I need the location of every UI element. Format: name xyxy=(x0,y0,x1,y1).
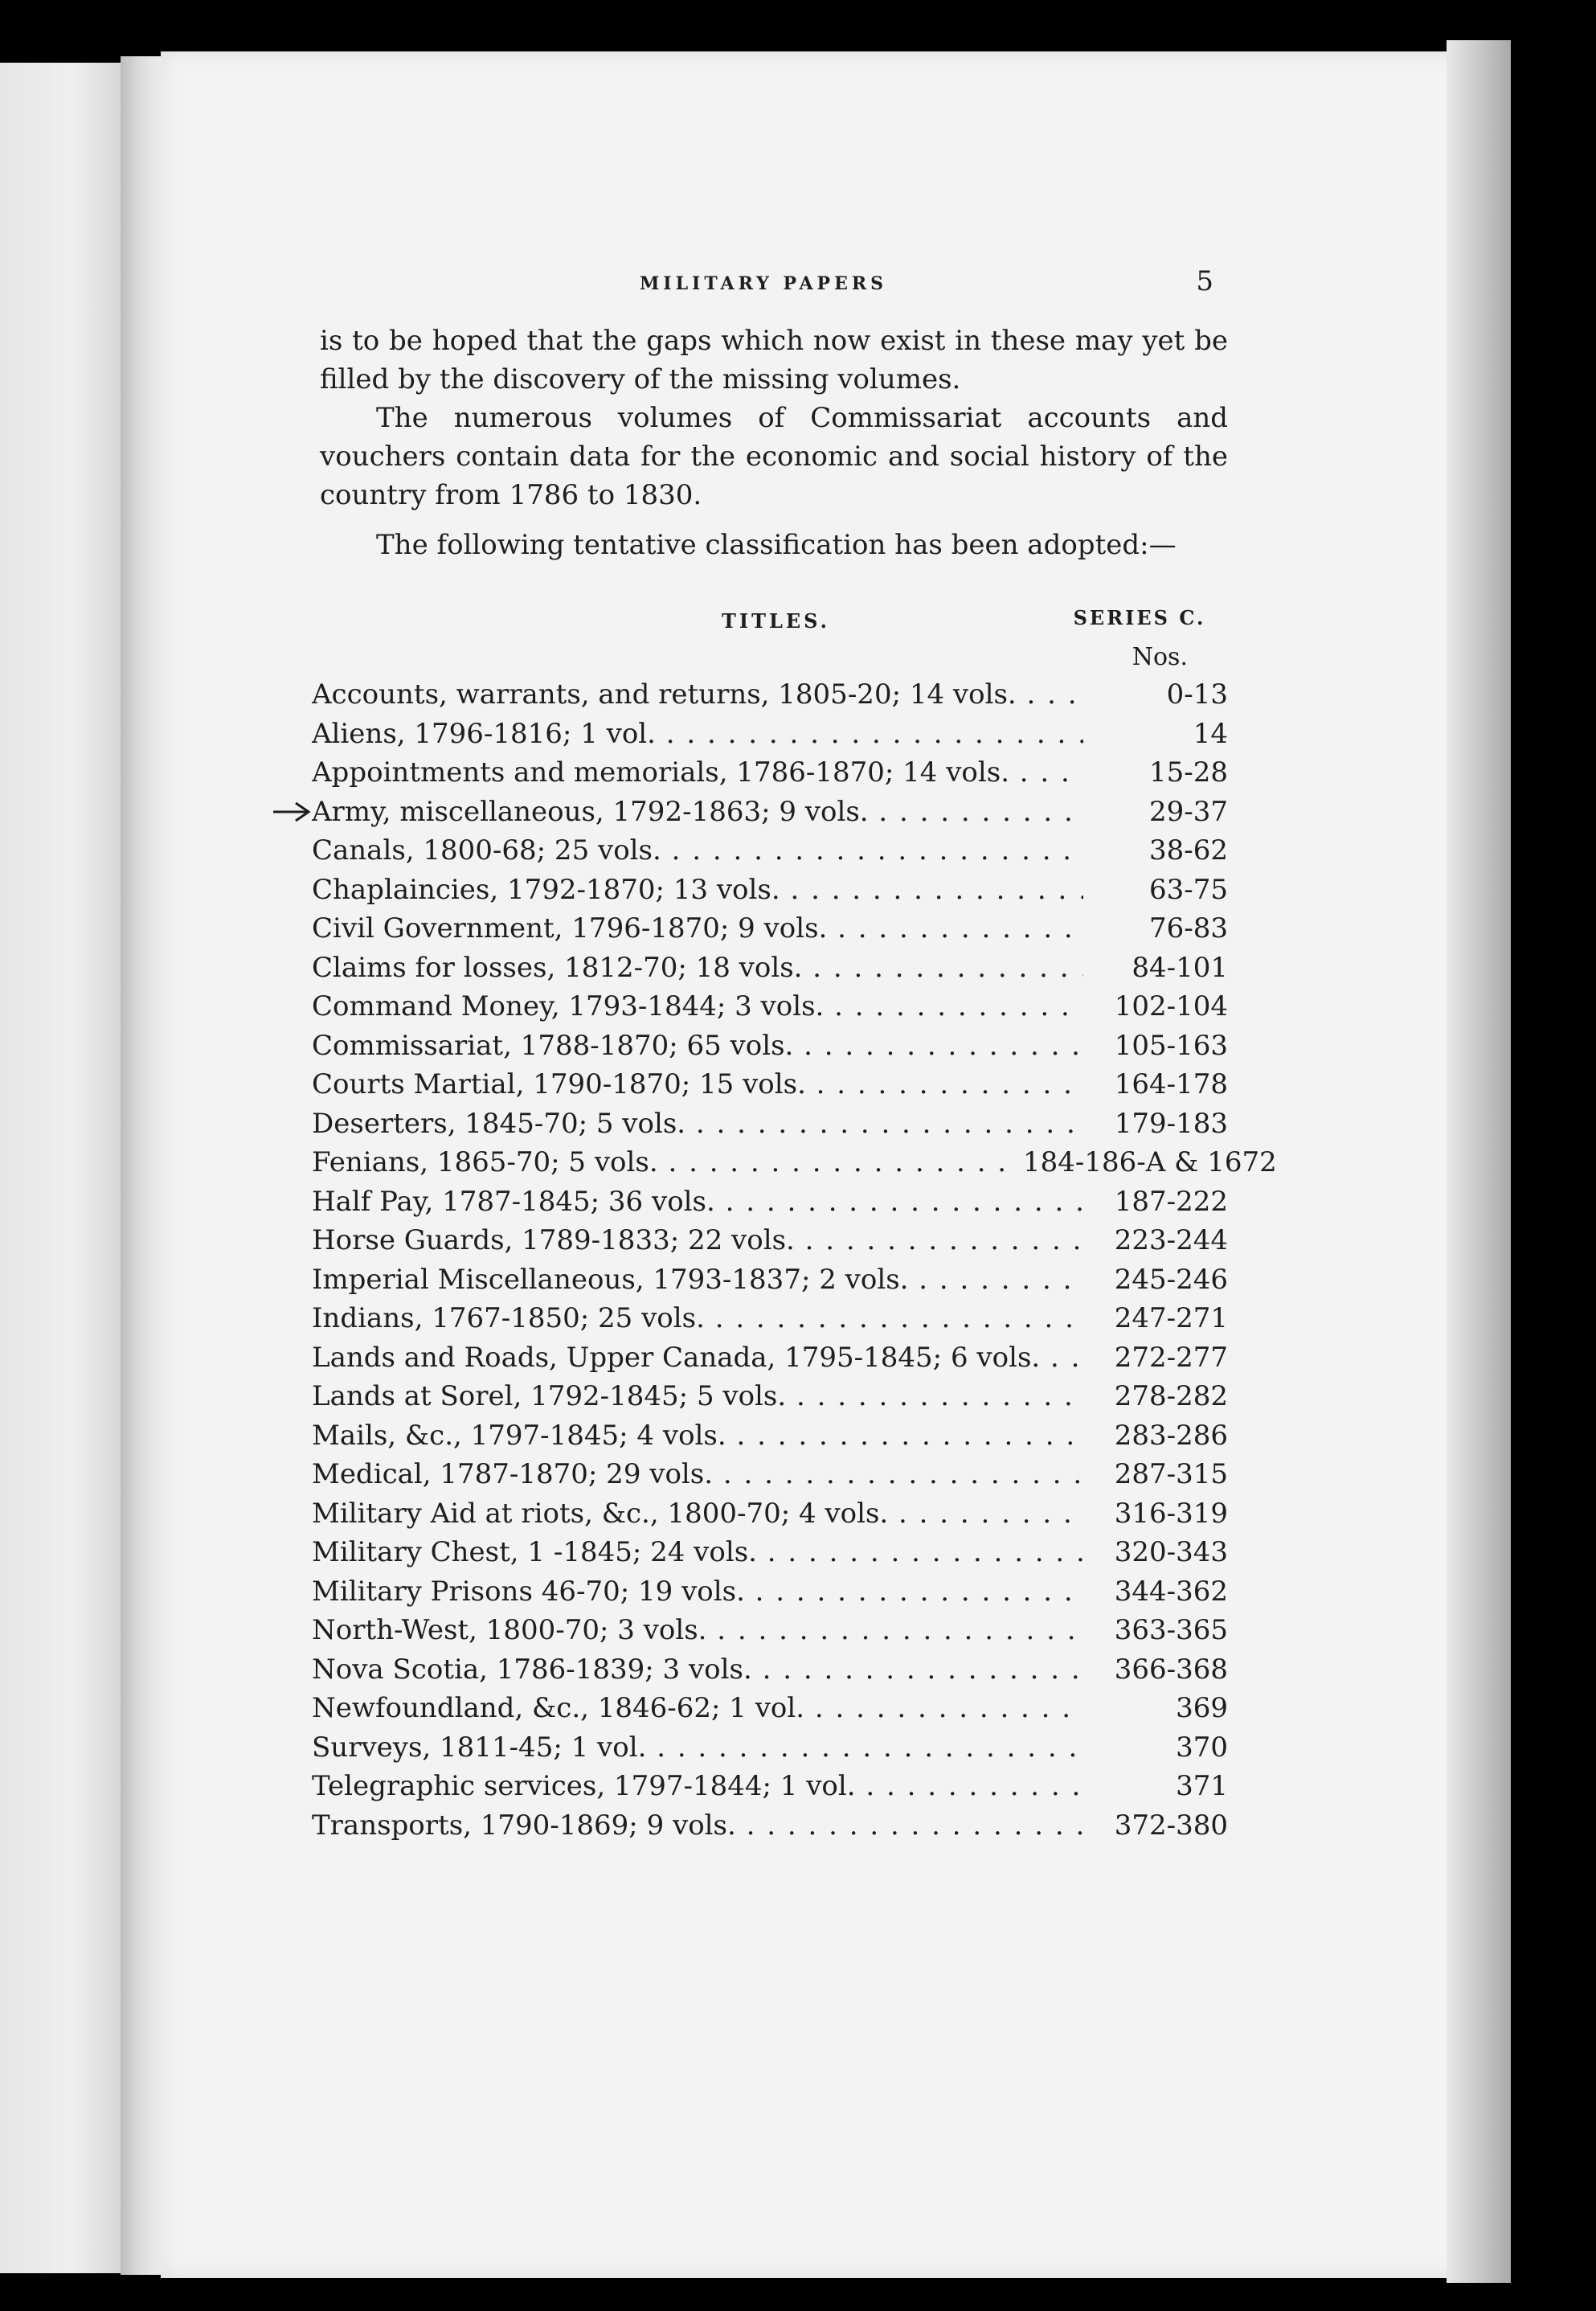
entry-nos: 29-37 xyxy=(1148,795,1228,828)
column-header-titles: TITLES. xyxy=(722,609,830,633)
entry-nos: 63-75 xyxy=(1148,873,1228,906)
running-title: MILITARY PAPERS xyxy=(639,273,888,294)
entry-nos: 102-104 xyxy=(1114,990,1228,1022)
entry-nos: 105-163 xyxy=(1114,1029,1228,1062)
entry-nos: 283-286 xyxy=(1114,1419,1228,1452)
facing-page-edge xyxy=(0,63,121,2273)
entry-nos: 76-83 xyxy=(1148,912,1228,944)
entry-title: Military Aid at riots, &c., 1800-70; 4 vols. . . . xyxy=(312,1494,1083,1533)
list-item xyxy=(312,831,1228,871)
list-item xyxy=(312,1611,1228,1650)
list-item xyxy=(312,871,1228,910)
list-item xyxy=(312,1572,1228,1612)
handwritten-arrow-icon xyxy=(272,799,312,823)
entry-title: Fenians, 1865-70; 5 vols. . . . xyxy=(312,1143,1019,1182)
entry-title: Transports, 1790-1869; 9 vols. . . . xyxy=(312,1806,1083,1845)
list-item xyxy=(312,793,1228,832)
entry-title: Horse Guards, 1789-1833; 22 vols. . . . xyxy=(312,1221,1083,1260)
entry-nos: 370 xyxy=(1176,1731,1228,1764)
list-item xyxy=(312,1065,1228,1104)
entry-title: North-West, 1800-70; 3 vols. . . . xyxy=(312,1611,1083,1649)
list-item xyxy=(312,1104,1228,1144)
list-item xyxy=(312,715,1228,754)
body-text xyxy=(320,322,1228,564)
entry-nos: 0-13 xyxy=(1166,678,1228,711)
entry-nos: 366-368 xyxy=(1114,1653,1228,1686)
entry-title: Military Chest, 1 -1845; 24 vols. . . . xyxy=(312,1533,1083,1571)
list-item xyxy=(312,1143,1277,1182)
entry-title: Surveys, 1811-45; 1 vol. . . . xyxy=(312,1728,1083,1767)
running-head xyxy=(297,265,1230,297)
entry-title: Medical, 1787-1870; 29 vols. . . . xyxy=(312,1455,1083,1494)
paragraph: The following tentative classification has been adopted:— xyxy=(376,529,1177,561)
entry-nos: 316-319 xyxy=(1114,1497,1228,1530)
list-item xyxy=(312,1299,1228,1338)
entry-title: Accounts, warrants, and returns, 1805-20; 14 vols. . . . xyxy=(312,675,1083,714)
entry-title: Nova Scotia, 1786-1839; 3 vols. . . . xyxy=(312,1650,1083,1689)
entry-nos: 287-315 xyxy=(1114,1458,1228,1490)
entry-title: Civil Government, 1796-1870; 9 vols. . . . xyxy=(312,909,1083,948)
entry-nos: 223-244 xyxy=(1114,1224,1228,1256)
entry-nos: 179-183 xyxy=(1114,1107,1228,1140)
entry-nos: 164-178 xyxy=(1114,1068,1228,1100)
entry-title: Imperial Miscellaneous, 1793-1837; 2 vols. . . . xyxy=(312,1260,1083,1299)
entry-title: Indians, 1767-1850; 25 vols. . . . xyxy=(312,1299,1083,1338)
list-item xyxy=(312,1377,1228,1416)
entry-nos: 245-246 xyxy=(1114,1263,1228,1296)
paragraph: The numerous volumes of Commissariat accounts and vouchers contain data for the economic and social history of the country from 1786 to 1830. xyxy=(320,402,1228,511)
entry-title: Military Prisons 46-70; 19 vols. . . . xyxy=(312,1572,1083,1611)
list-item xyxy=(312,1182,1228,1222)
entry-nos: 344-362 xyxy=(1114,1575,1228,1608)
entry-title: Appointments and memorials, 1786-1870; 14 vols. . . . xyxy=(312,753,1083,792)
list-item xyxy=(312,1650,1228,1690)
entry-title: Commissariat, 1788-1870; 65 vols. . . . xyxy=(312,1026,1083,1065)
entry-title: Deserters, 1845-70; 5 vols. . . . xyxy=(312,1104,1083,1143)
list-item xyxy=(312,1533,1228,1572)
entry-title: Telegraphic services, 1797-1844; 1 vol. . . . xyxy=(312,1767,1083,1805)
entry-nos: 272-277 xyxy=(1114,1341,1228,1374)
list-item xyxy=(312,1767,1228,1806)
list-item xyxy=(312,1338,1228,1378)
entry-title: Canals, 1800-68; 25 vols. . . . xyxy=(312,831,1083,870)
entry-nos: 371 xyxy=(1176,1770,1228,1802)
table-header xyxy=(320,595,1228,675)
entry-title: Lands and Roads, Upper Canada, 1795-1845; 6 vols. . . . xyxy=(312,1338,1083,1377)
entry-nos: 247-271 xyxy=(1114,1302,1228,1334)
paragraph: is to be hoped that the gaps which now exist in these may yet be filled by the discovery of the missing volumes. xyxy=(320,325,1228,395)
entry-title: Half Pay, 1787-1845; 36 vols. . . . xyxy=(312,1182,1083,1221)
entry-title: Chaplaincies, 1792-1870; 13 vols. . . . xyxy=(312,871,1083,909)
page-stack-edge xyxy=(1447,40,1511,2283)
entry-title: Command Money, 1793-1844; 3 vols. . . . xyxy=(312,987,1083,1026)
entry-nos: 372-380 xyxy=(1114,1809,1228,1842)
entry-title: Mails, &c., 1797-1845; 4 vols. . . . xyxy=(312,1416,1083,1455)
list-item xyxy=(312,949,1228,988)
list-item xyxy=(312,1689,1228,1728)
page-number: 5 xyxy=(1196,265,1213,297)
entry-nos: 187-222 xyxy=(1114,1185,1228,1218)
entry-nos: 184-186-A & 1672 xyxy=(1023,1146,1277,1178)
classification-list xyxy=(312,675,1277,1845)
entry-nos: 14 xyxy=(1193,717,1228,750)
list-item xyxy=(312,1455,1228,1494)
list-item xyxy=(312,1260,1228,1300)
entry-nos: 84-101 xyxy=(1132,951,1228,984)
entry-title: Newfoundland, &c., 1846-62; 1 vol. . . . xyxy=(312,1689,1083,1727)
entry-title: Lands at Sorel, 1792-1845; 5 vols. . . . xyxy=(312,1377,1083,1416)
entry-title: Army, miscellaneous, 1792-1863; 9 vols. . . . xyxy=(312,793,1083,831)
list-item xyxy=(312,675,1228,715)
list-item xyxy=(312,753,1228,793)
column-header-nos: Nos. xyxy=(1132,643,1188,671)
entry-nos: 15-28 xyxy=(1148,756,1228,789)
entry-nos: 320-343 xyxy=(1114,1536,1228,1568)
entry-nos: 278-282 xyxy=(1114,1380,1228,1412)
list-item xyxy=(312,1728,1228,1768)
list-item xyxy=(312,1026,1228,1066)
entry-title: Aliens, 1796-1816; 1 vol. . . . xyxy=(312,715,1083,753)
entry-nos: 369 xyxy=(1176,1692,1228,1724)
entry-nos: 38-62 xyxy=(1148,834,1228,867)
list-item xyxy=(312,909,1228,949)
list-item xyxy=(312,1416,1228,1456)
entry-title: Claims for losses, 1812-70; 18 vols. . . . xyxy=(312,949,1083,987)
list-item xyxy=(312,1221,1228,1260)
list-item xyxy=(312,987,1228,1026)
list-item xyxy=(312,1494,1228,1534)
entry-nos: 363-365 xyxy=(1114,1614,1228,1646)
list-item xyxy=(312,1806,1228,1846)
column-header-series: SERIES C. xyxy=(1073,606,1206,629)
entry-title: Courts Martial, 1790-1870; 15 vols. . . . xyxy=(312,1065,1083,1104)
